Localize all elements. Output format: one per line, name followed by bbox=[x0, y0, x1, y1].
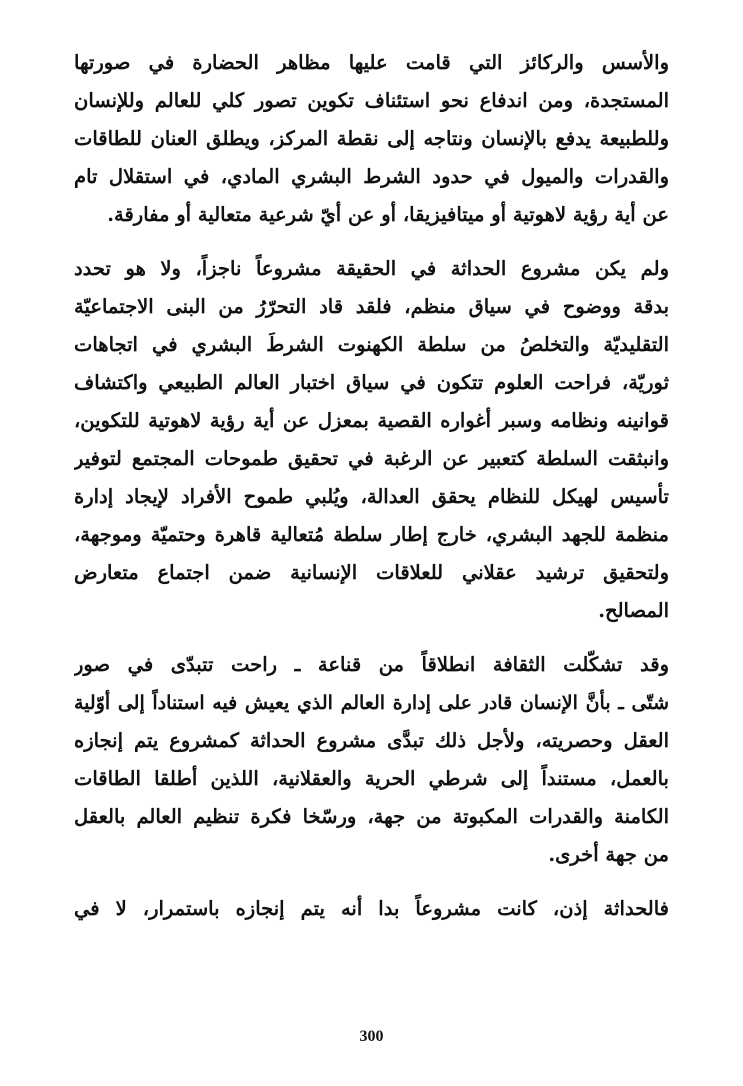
text-line: منظمة للجهد البشري، خارج إطار سلطة مُتعالية قاهرة وحتميّة وموجهة، bbox=[74, 523, 669, 546]
text-line: المستجدة، ومن اندفاع نحو استئناف تكوين تصور كلي للعالم وللإنسان bbox=[74, 89, 669, 112]
text-line: تأسيس لهيكل للنظام يحقق العدالة، ويُلبي طموح الأفراد لإيجاد إدارة bbox=[74, 485, 669, 508]
text-line: العقل وحصريته، ولأجل ذلك تبدَّى مشروع الحداثة كمشروع يتم إنجازه bbox=[74, 729, 669, 752]
text-line: قوانينه ونظامه وسبر أغواره القصية بمعزل عن أية رؤية لاهوتية للتكوين، bbox=[74, 409, 669, 432]
text-line: من جهة أخرى. bbox=[548, 843, 669, 866]
page-number: 300 bbox=[359, 1028, 384, 1045]
text-line: وللطبيعة يدفع بالإنسان ونتاجه إلى نقطة المركز، ويطلق العنان للطاقات bbox=[74, 127, 669, 150]
text-line: بدقة ووضوح في سياق منظم، فلقد قاد التحرّرُ من البنى الاجتماعيّة bbox=[74, 295, 669, 318]
text-line: المصالح. bbox=[598, 599, 669, 622]
text-line: بالعمل، مستنداً إلى شرطي الحرية والعقلانية، اللذين أطلقا الطاقات bbox=[74, 767, 669, 790]
paragraph-1 bbox=[74, 44, 669, 234]
text-line: عن أية رؤية لاهوتية أو ميتافيزيقا، أو عن أيّ شرعية متعالية أو مفارقة. bbox=[107, 203, 669, 226]
paragraph-2 bbox=[74, 250, 669, 630]
text-line: ولم يكن مشروع الحداثة في الحقيقة مشروعاً ناجزاً، ولا هو تحدد bbox=[74, 257, 669, 280]
page-body bbox=[74, 44, 669, 996]
text-line: ولتحقيق ترشيد عقلاني للعلاقات الإنسانية ضمن اجتماع متعارض bbox=[74, 561, 669, 584]
text-line: والأسس والركائز التي قامت عليها مظاهر الحضارة في صورتها bbox=[74, 51, 669, 74]
paragraph-3 bbox=[74, 646, 669, 874]
text-line: فالحداثة إذن، كانت مشروعاً بدا أنه يتم إنجازه باستمرار، لا في bbox=[74, 897, 669, 920]
text-line: الكامنة والقدرات المكبوتة من جهة، ورسّخا فكرة تنظيم العالم بالعقل bbox=[74, 805, 669, 828]
text-line: ثوريّة، فراحت العلوم تتكون في سياق اختبار العالم الطبيعي واكتشاف bbox=[74, 371, 669, 394]
paragraph-4 bbox=[74, 890, 669, 928]
text-line: شتّى ـ بأنَّ الإنسان قادر على إدارة العالم الذي يعيش فيه استناداً إلى أوّلية bbox=[74, 692, 669, 714]
text-line: والقدرات والميول في حدود الشرط البشري المادي، في استقلال تام bbox=[74, 165, 669, 188]
text-line: وقد تشكّلت الثقافة انطلاقاً من قناعة ـ راحت تتبدّى في صور bbox=[74, 653, 669, 676]
text-line: وانبثقت السلطة كتعبير عن الرغبة في تحقيق طموحات المجتمع لتوفير bbox=[74, 447, 669, 470]
text-line: التقليديّة والتخلصُ من سلطة الكهنوت الشرطَ البشري في اتجاهات bbox=[74, 333, 669, 356]
